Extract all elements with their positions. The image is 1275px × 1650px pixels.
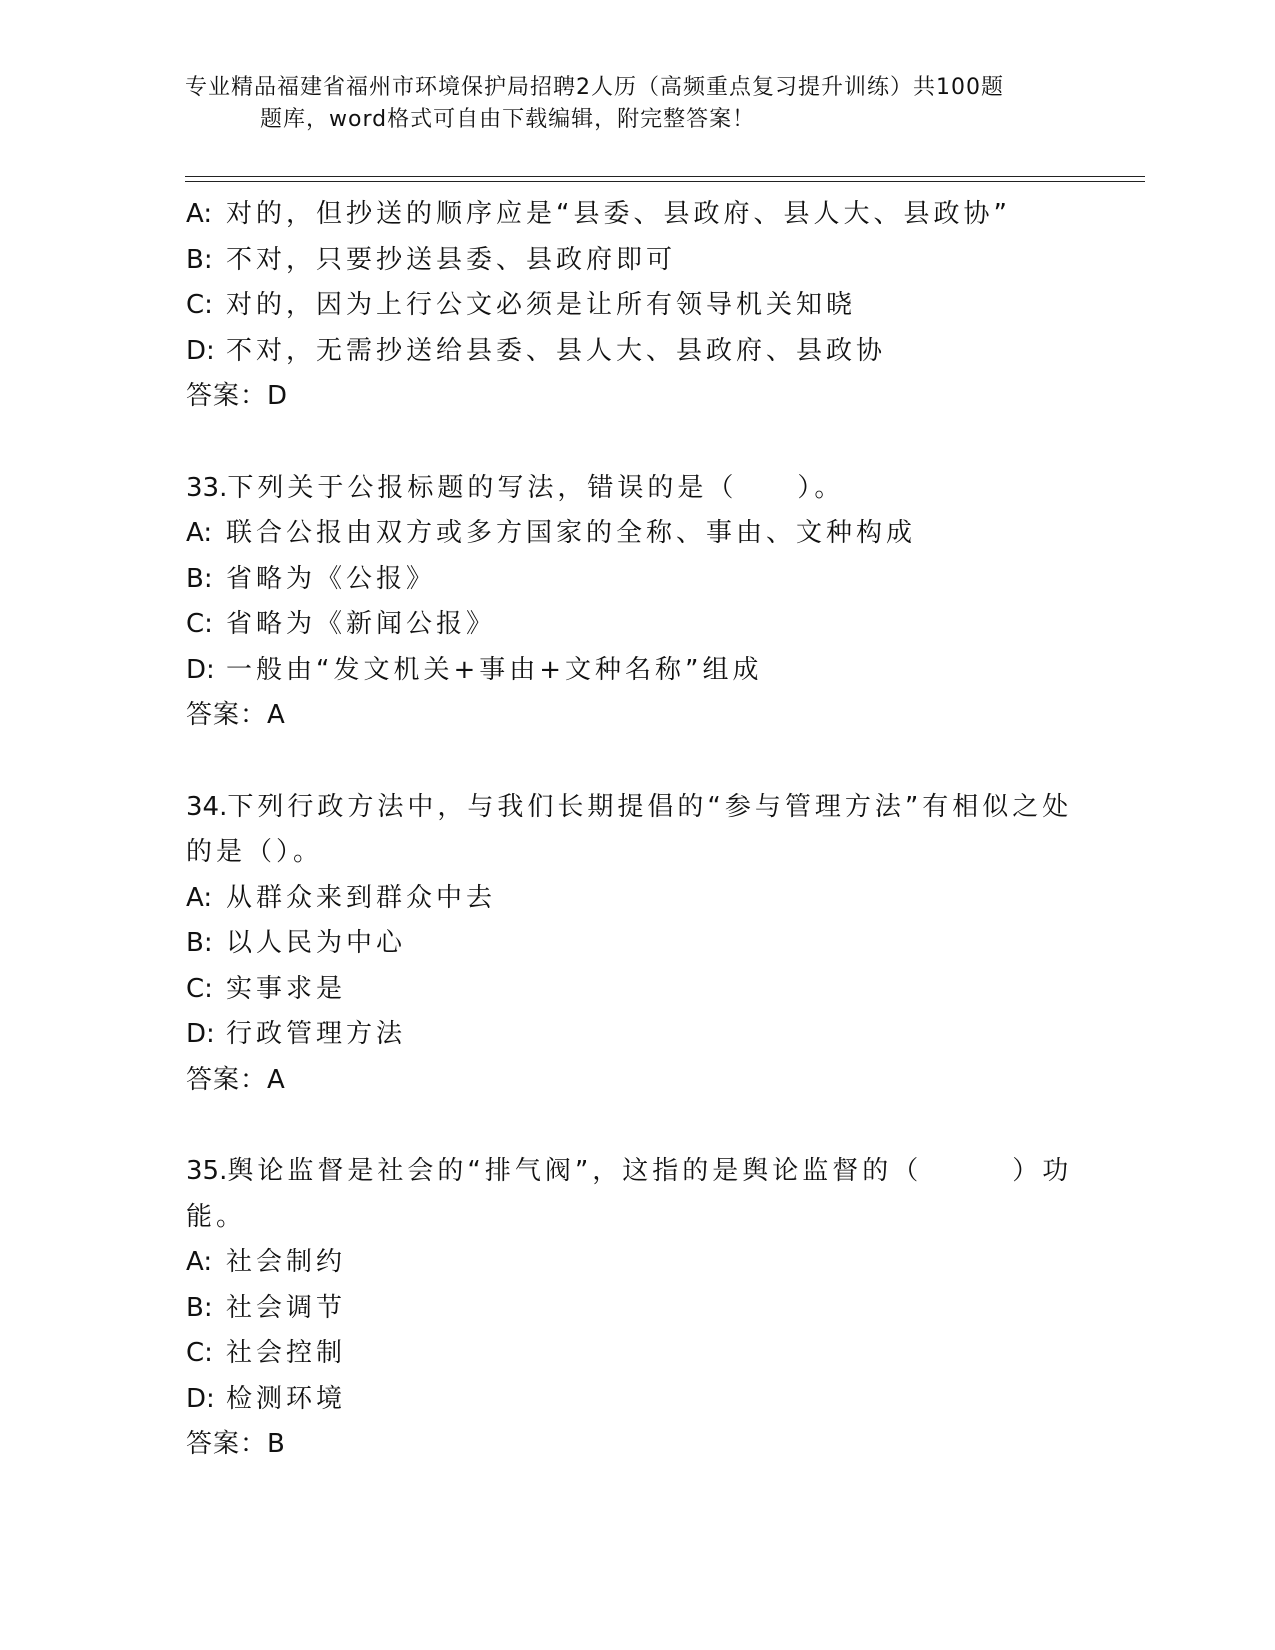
header-line-1: 专业精品福建省福州市环境保护局招聘2人历（高频重点复习提升训练）共100题 [185, 75, 1004, 100]
option-b: B: 社会调节 [186, 1292, 347, 1323]
question-stem-continued: 的是（）。 [186, 837, 324, 867]
question-34 [186, 785, 1086, 1104]
option-a: A: 对的，但抄送的顺序应是“县委、县政府、县人大、县政协” [186, 199, 1011, 229]
question-list [186, 192, 1086, 1468]
spacer [186, 739, 1086, 785]
option-c: C: 社会控制 [186, 1338, 347, 1368]
question-stem: 34.下列行政方法中，与我们长期提倡的“参与管理方法”有相似之处 [186, 791, 1073, 822]
answer: 答案：B [186, 1429, 286, 1459]
option-a: A: 社会制约 [186, 1247, 347, 1277]
answer: 答案：A [186, 1064, 286, 1095]
question-stem: 35.舆论监督是社会的“排气阀”，这指的是舆论监督的（ ）功 [186, 1156, 1073, 1186]
option-d: D: 一般由“发文机关+事由+文种名称”组成 [186, 654, 763, 685]
option-b: B: 以人民为中心 [186, 928, 407, 958]
option-d: D: 行政管理方法 [186, 1019, 407, 1049]
option-d: D: 检测环境 [186, 1383, 347, 1414]
spacer [186, 420, 1086, 466]
answer: 答案：A [186, 700, 286, 730]
option-a: A: 从群众来到群众中去 [186, 882, 497, 913]
question-stem: 33.下列关于公报标题的写法，错误的是（ ）。 [186, 472, 845, 503]
option-a: A: 联合公报由双方或多方国家的全称、事由、文种构成 [186, 518, 917, 548]
header-divider-top [185, 176, 1145, 177]
option-d: D: 不对，无需抄送给县委、县人大、县政府、县政协 [186, 335, 887, 366]
question-32 [186, 192, 1086, 420]
question-stem-continued: 能。 [186, 1201, 247, 1232]
question-33 [186, 466, 1086, 739]
spacer [186, 1103, 1086, 1149]
option-b: B: 省略为《公报》 [186, 563, 437, 594]
option-c: C: 实事求是 [186, 973, 347, 1004]
document-header [185, 72, 1085, 136]
option-b: B: 不对，只要抄送县委、县政府即可 [186, 244, 677, 275]
answer: 答案：D [186, 381, 289, 411]
header-divider-bottom [185, 181, 1145, 182]
header-line-2: 题库，word格式可自由下载编辑，附完整答案！ [260, 107, 756, 132]
question-35 [186, 1149, 1086, 1468]
option-c: C: 对的，因为上行公文必须是让所有领导机关知晓 [186, 290, 857, 320]
option-c: C: 省略为《新闻公报》 [186, 609, 497, 639]
